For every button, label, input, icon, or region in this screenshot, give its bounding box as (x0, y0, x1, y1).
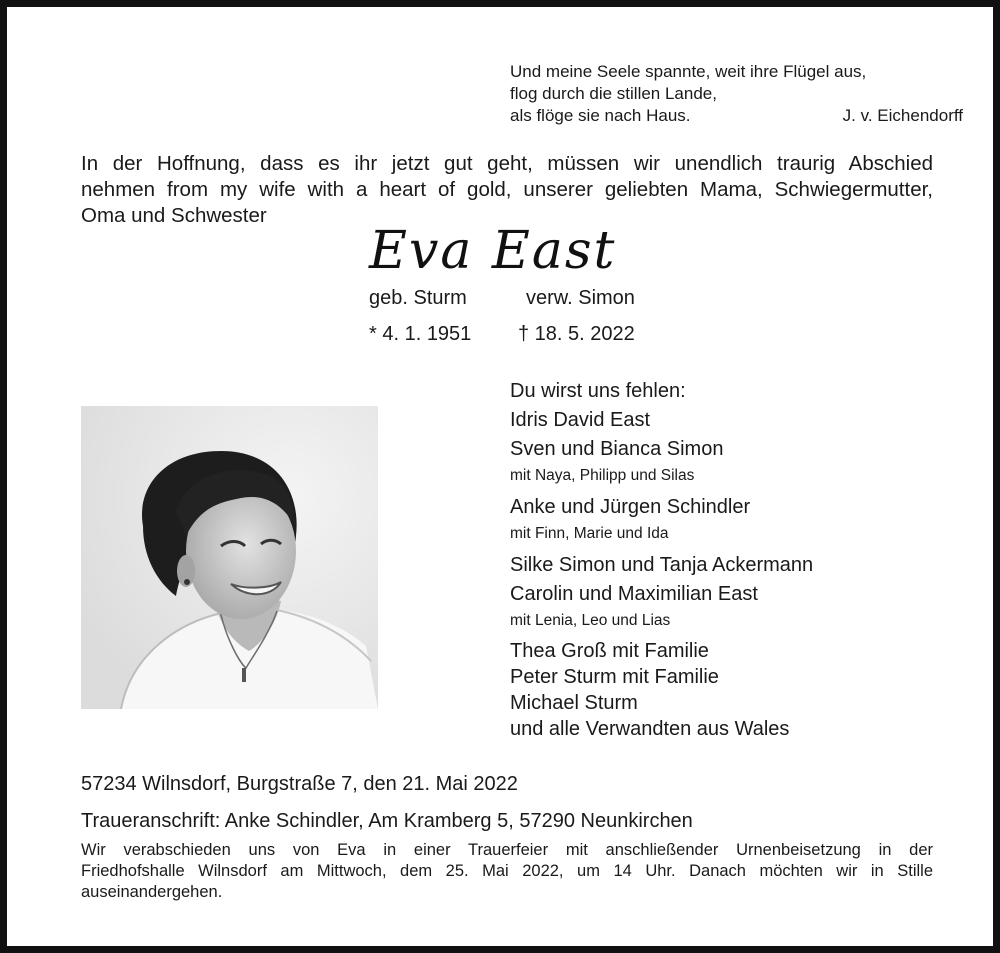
family-children: mit Finn, Marie und Ida (510, 525, 669, 542)
family-children: mit Lenia, Leo und Lias (510, 612, 671, 629)
family-member: Thea Groß mit Familie (510, 640, 709, 662)
family-children: mit Naya, Philipp und Silas (510, 467, 695, 484)
family-member: Peter Sturm mit Familie (510, 666, 719, 688)
place-date: 57234 Wilnsdorf, Burgstraße 7, den 21. Mai 2022 (81, 773, 518, 795)
family-member: Idris David East (510, 409, 651, 431)
family-member: Silke Simon und Tanja Ackermann (510, 554, 814, 576)
ceremony-line: auseinandergehen. (81, 883, 223, 901)
intro-line: In der Hoffnung, dass es ihr jetzt gut geht, müssen wir unendlich traurig Abschied (81, 152, 933, 175)
intro-line: nehmen from my wife with a heart of gold, unserer geliebten Mama, Schwiegermutter, (81, 178, 933, 201)
maiden-name: geb. Sturm (369, 287, 467, 309)
widowed-name: verw. Simon (526, 287, 635, 309)
poem (510, 61, 970, 127)
family-heading: Du wirst uns fehlen: (510, 380, 686, 402)
ceremony-line: Friedhofshalle Wilnsdorf am Mittwoch, dem 25. Mai 2022, um 14 Uhr. Danach möchten wir in Stille (81, 862, 933, 880)
family-member: und alle Verwandten aus Wales (510, 718, 790, 740)
family-member: Carolin und Maximilian East (510, 583, 758, 605)
family-list (510, 377, 813, 742)
portrait-photo (81, 406, 378, 709)
intro-line: Oma und Schwester (81, 204, 267, 227)
birth-date: * 4. 1. 1951 (369, 323, 472, 345)
poem-line: als flöge sie nach Haus. (510, 106, 691, 125)
death-date: † 18. 5. 2022 (518, 323, 635, 345)
deceased-name: Eva East (369, 221, 617, 281)
poem-line: flog durch die stillen Lande, (510, 84, 717, 103)
ceremony-text (81, 840, 933, 903)
portrait-image (81, 406, 378, 709)
poem-line: Und meine Seele spannte, weit ihre Flügel aus, (510, 62, 867, 81)
ceremony-line: Wir verabschieden uns von Eva in einer Trauerfeier mit anschließender Urnenbeisetzung in der (81, 841, 933, 859)
family-member: Anke und Jürgen Schindler (510, 496, 751, 518)
family-member: Michael Sturm (510, 692, 638, 714)
intro-text (81, 151, 933, 229)
mourning-address: Traueranschrift: Anke Schindler, Am Kramberg 5, 57290 Neunkirchen (81, 810, 693, 832)
family-member: Sven und Bianca Simon (510, 438, 724, 460)
poem-author: J. v. Eichendorff (842, 106, 963, 125)
